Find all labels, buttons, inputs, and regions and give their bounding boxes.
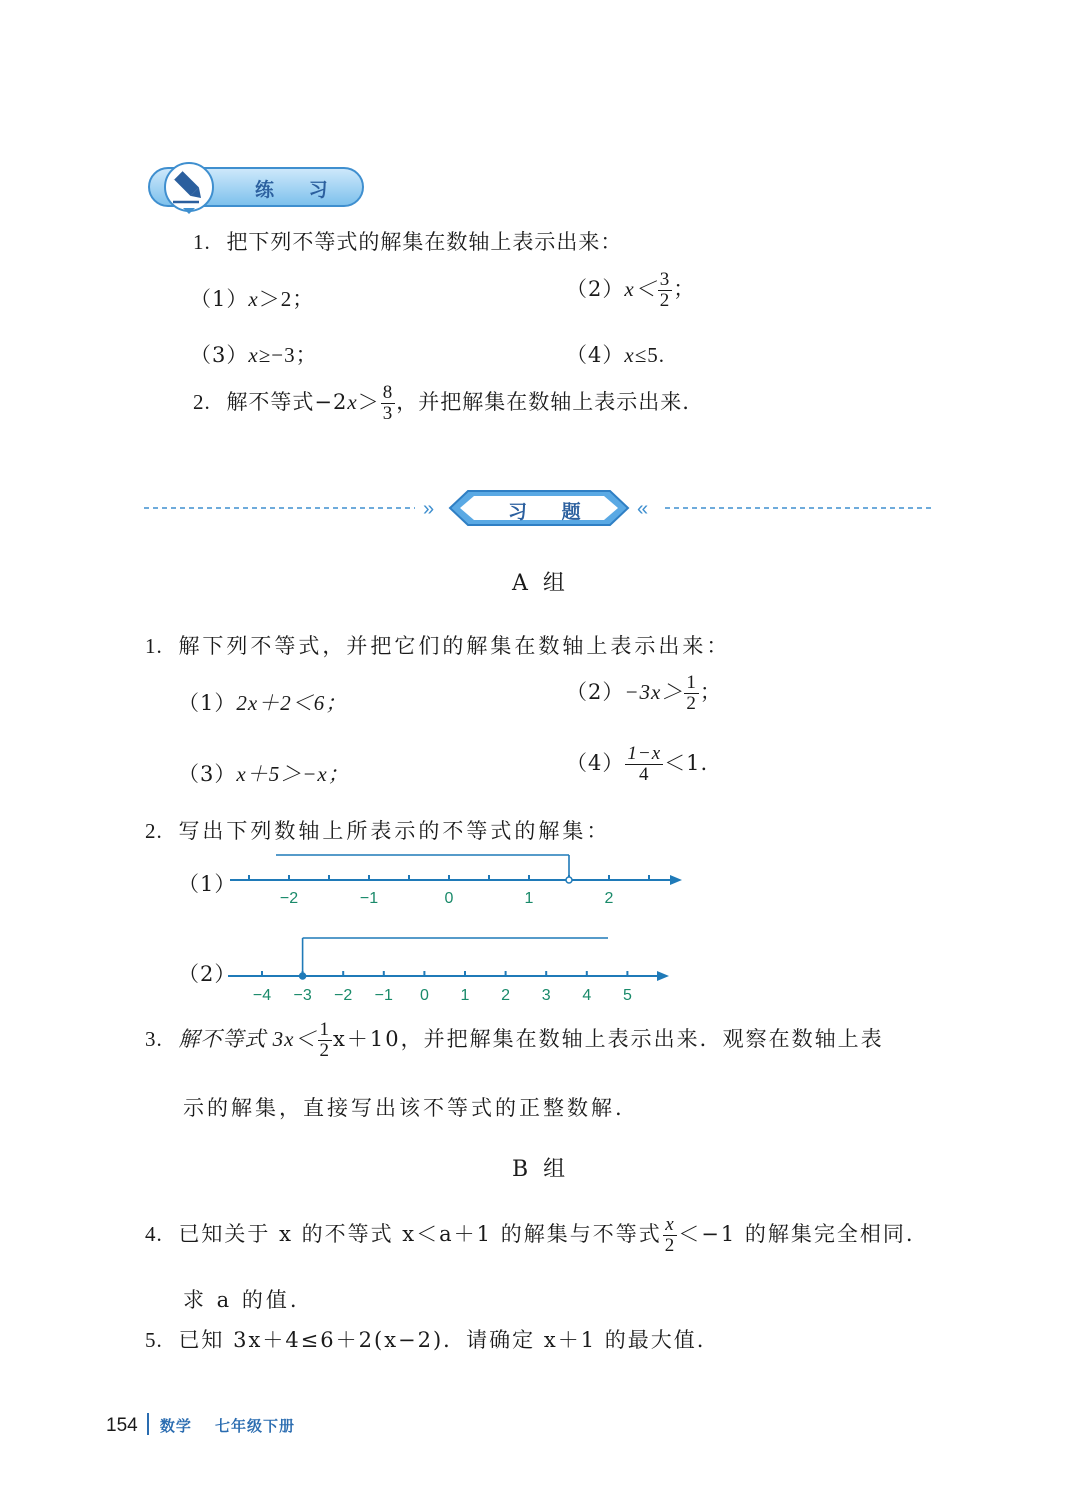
group-b-heading: B 组 — [512, 1157, 570, 1182]
solution-endpoint — [300, 973, 306, 979]
axis-tick-label: 1 — [524, 890, 534, 907]
number-line-1 — [220, 845, 690, 915]
footer-book: 数学 — [159, 1417, 192, 1435]
axis-tick-label: −4 — [252, 987, 272, 1004]
exercise-q3-line2: 示的解集，直接写出该不等式的正整数解. — [183, 1096, 625, 1120]
exercise-q1-item-2: （2）−3x＞ $\frac{1}{2}$ ； — [566, 672, 722, 714]
axis-tick-label: −1 — [359, 890, 379, 907]
axis1-arrow — [670, 875, 682, 885]
footer-grade: 七年级下册 — [215, 1417, 296, 1435]
axis-tick-label: −2 — [279, 890, 299, 907]
axis-tick-label: 5 — [622, 987, 632, 1004]
svg-text:»: » — [423, 498, 435, 520]
exercise-q5: 5. 已知 3x＋4≤6＋2(x−2)．请确定 x＋1 的最大值. — [145, 1328, 706, 1352]
exercise-q1-item-4: （4） $\frac{1-x}{4}$ ＜1. — [566, 743, 709, 785]
practice-q1-item-1: （1）x＞2； — [190, 287, 315, 311]
practice-q1-item-4: （4）x≤5. — [566, 343, 665, 367]
axis-tick-label: 2 — [501, 987, 511, 1004]
axis-tick-label: 4 — [582, 987, 592, 1004]
practice-banner — [143, 160, 368, 216]
number-line-2 — [220, 930, 690, 1010]
svg-text:«: « — [637, 498, 649, 520]
axis2-arrow — [657, 971, 669, 981]
axis-tick-label: 0 — [419, 987, 429, 1004]
exercise-q1: 1. 解下列不等式，并把它们的解集在数轴上表示出来： — [145, 634, 731, 658]
exercise-q1-item-3: （3）x＋5＞−x； — [178, 762, 350, 786]
exercises-title: 习 题 — [508, 501, 595, 523]
pencil-icon — [169, 166, 209, 210]
axis-tick-label: 3 — [541, 987, 551, 1004]
axis-tick-label: 0 — [444, 890, 454, 907]
axis-tick-label: 2 — [604, 890, 614, 907]
exercise-q3: 3. 解不等式 3x＜ $\frac{1}{2}$ x＋10，并把解集在数轴上表示出来．观察在数轴上表 — [145, 1019, 884, 1061]
exercise-q4: 4. 已知关于 x 的不等式 x＜a＋1 的解集与不等式 $\frac{x}{2}$ ＜−1 的解集完全相同. — [145, 1214, 915, 1256]
axis1-label: （1） — [178, 872, 237, 896]
footer-divider — [147, 1413, 149, 1435]
solution-endpoint — [566, 877, 572, 883]
page-number: 154 — [106, 1415, 138, 1436]
exercise-q1-item-1: （1）2x＋2＜6； — [178, 691, 348, 715]
practice-q1-item-2: （2）x＜ $\frac{3}{2}$ ； — [566, 269, 696, 311]
group-a-heading: A 组 — [512, 571, 569, 596]
axis-tick-label: −1 — [374, 987, 393, 1004]
axis-tick-label: −3 — [293, 987, 312, 1004]
exercise-q2: 2. 写出下列数轴上所表示的不等式的解集： — [145, 819, 611, 843]
footer — [106, 1413, 295, 1437]
practice-q1: 1. 把下列不等式的解集在数轴上表示出来： — [193, 230, 623, 254]
exercise-q4-line2: 求 a 的值. — [183, 1288, 300, 1312]
practice-q2: 2. 解不等式−2x＞ $\frac{8}{3}$ ，并把解集在数轴上表示出来. — [193, 382, 690, 424]
axis2-label: （2） — [178, 962, 237, 986]
axis-tick-label: 1 — [460, 987, 470, 1004]
axis-tick-label: −2 — [334, 987, 353, 1004]
exercises-divider — [140, 488, 940, 530]
practice-q1-item-3: （3）x≥−3； — [190, 343, 318, 367]
practice-title: 练 习 — [255, 179, 342, 201]
